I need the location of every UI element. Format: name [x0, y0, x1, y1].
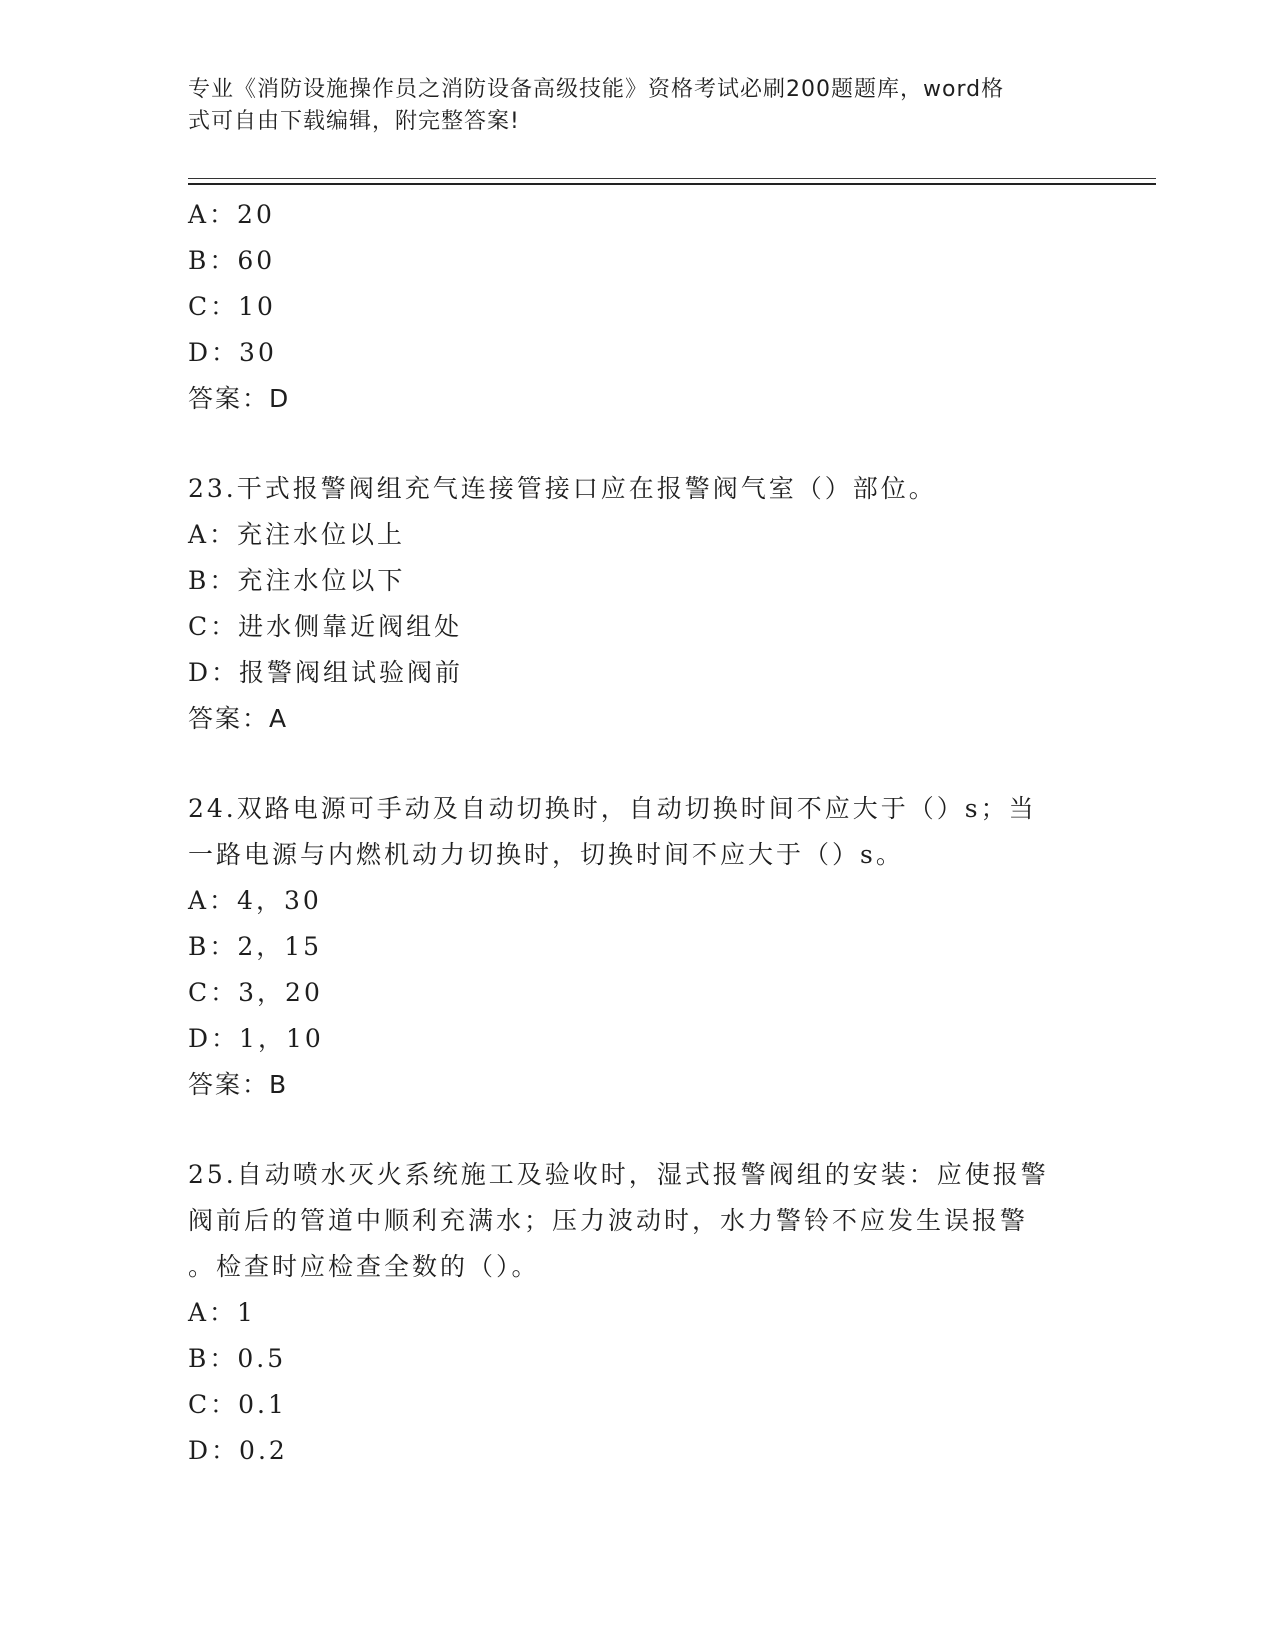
spacer [188, 742, 1088, 786]
option-a: A：1 [188, 1298, 256, 1327]
question-23 [188, 466, 1088, 742]
option-d: D：0.2 [188, 1436, 288, 1465]
question-24 [188, 786, 1088, 1108]
option-c: C：进水侧靠近阀组处 [188, 612, 463, 641]
option-b: B：0.5 [188, 1344, 287, 1373]
question-stem: 23.干式报警阀组充气连接管接口应在报警阀气室（）部位。 [188, 474, 937, 503]
question-content [188, 192, 1088, 1474]
option-a: A：充注水位以上 [188, 520, 406, 549]
option-a: A：20 [188, 200, 275, 229]
option-c: C：0.1 [188, 1390, 287, 1419]
option-b: B：充注水位以下 [188, 566, 406, 595]
option-c: C：10 [188, 292, 276, 321]
option-d: D：30 [188, 338, 277, 367]
option-d: D：1，10 [188, 1024, 324, 1053]
question-stem-line-1: 25.自动喷水灭火系统施工及验收时，湿式报警阀组的安装：应使报警 [188, 1160, 1049, 1189]
header-divider-thick [188, 183, 1156, 185]
spacer [188, 422, 1088, 466]
option-b: B：60 [188, 246, 276, 275]
question-25 [188, 1152, 1088, 1474]
option-c: C：3，20 [188, 978, 323, 1007]
question-stem-line-1: 24.双路电源可手动及自动切换时，自动切换时间不应大于（）s；当 [188, 794, 1037, 823]
question-stem-line-3: 。检查时应检查全数的（）。 [188, 1252, 540, 1281]
question-stem-line-2: 一路电源与内燃机动力切换时，切换时间不应大于（）s。 [188, 840, 904, 869]
option-d: D：报警阀组试验阀前 [188, 658, 464, 687]
answer: 答案：A [188, 704, 289, 733]
question-22 [188, 192, 1088, 422]
option-b: B：2，15 [188, 932, 323, 961]
header-divider-thin [188, 178, 1156, 179]
answer: 答案：B [188, 1070, 289, 1099]
answer: 答案：D [188, 384, 291, 413]
option-a: A：4，30 [188, 886, 322, 915]
header-line-2: 式可自由下载编辑，附完整答案! [188, 109, 520, 134]
spacer [188, 1108, 1088, 1152]
header-line-1: 专业《消防设施操作员之消防设备高级技能》资格考试必刷200题题库，word格 [188, 77, 1005, 102]
document-header [188, 74, 1068, 138]
question-stem-line-2: 阀前后的管道中顺利充满水；压力波动时，水力警铃不应发生误报警 [188, 1206, 1029, 1235]
